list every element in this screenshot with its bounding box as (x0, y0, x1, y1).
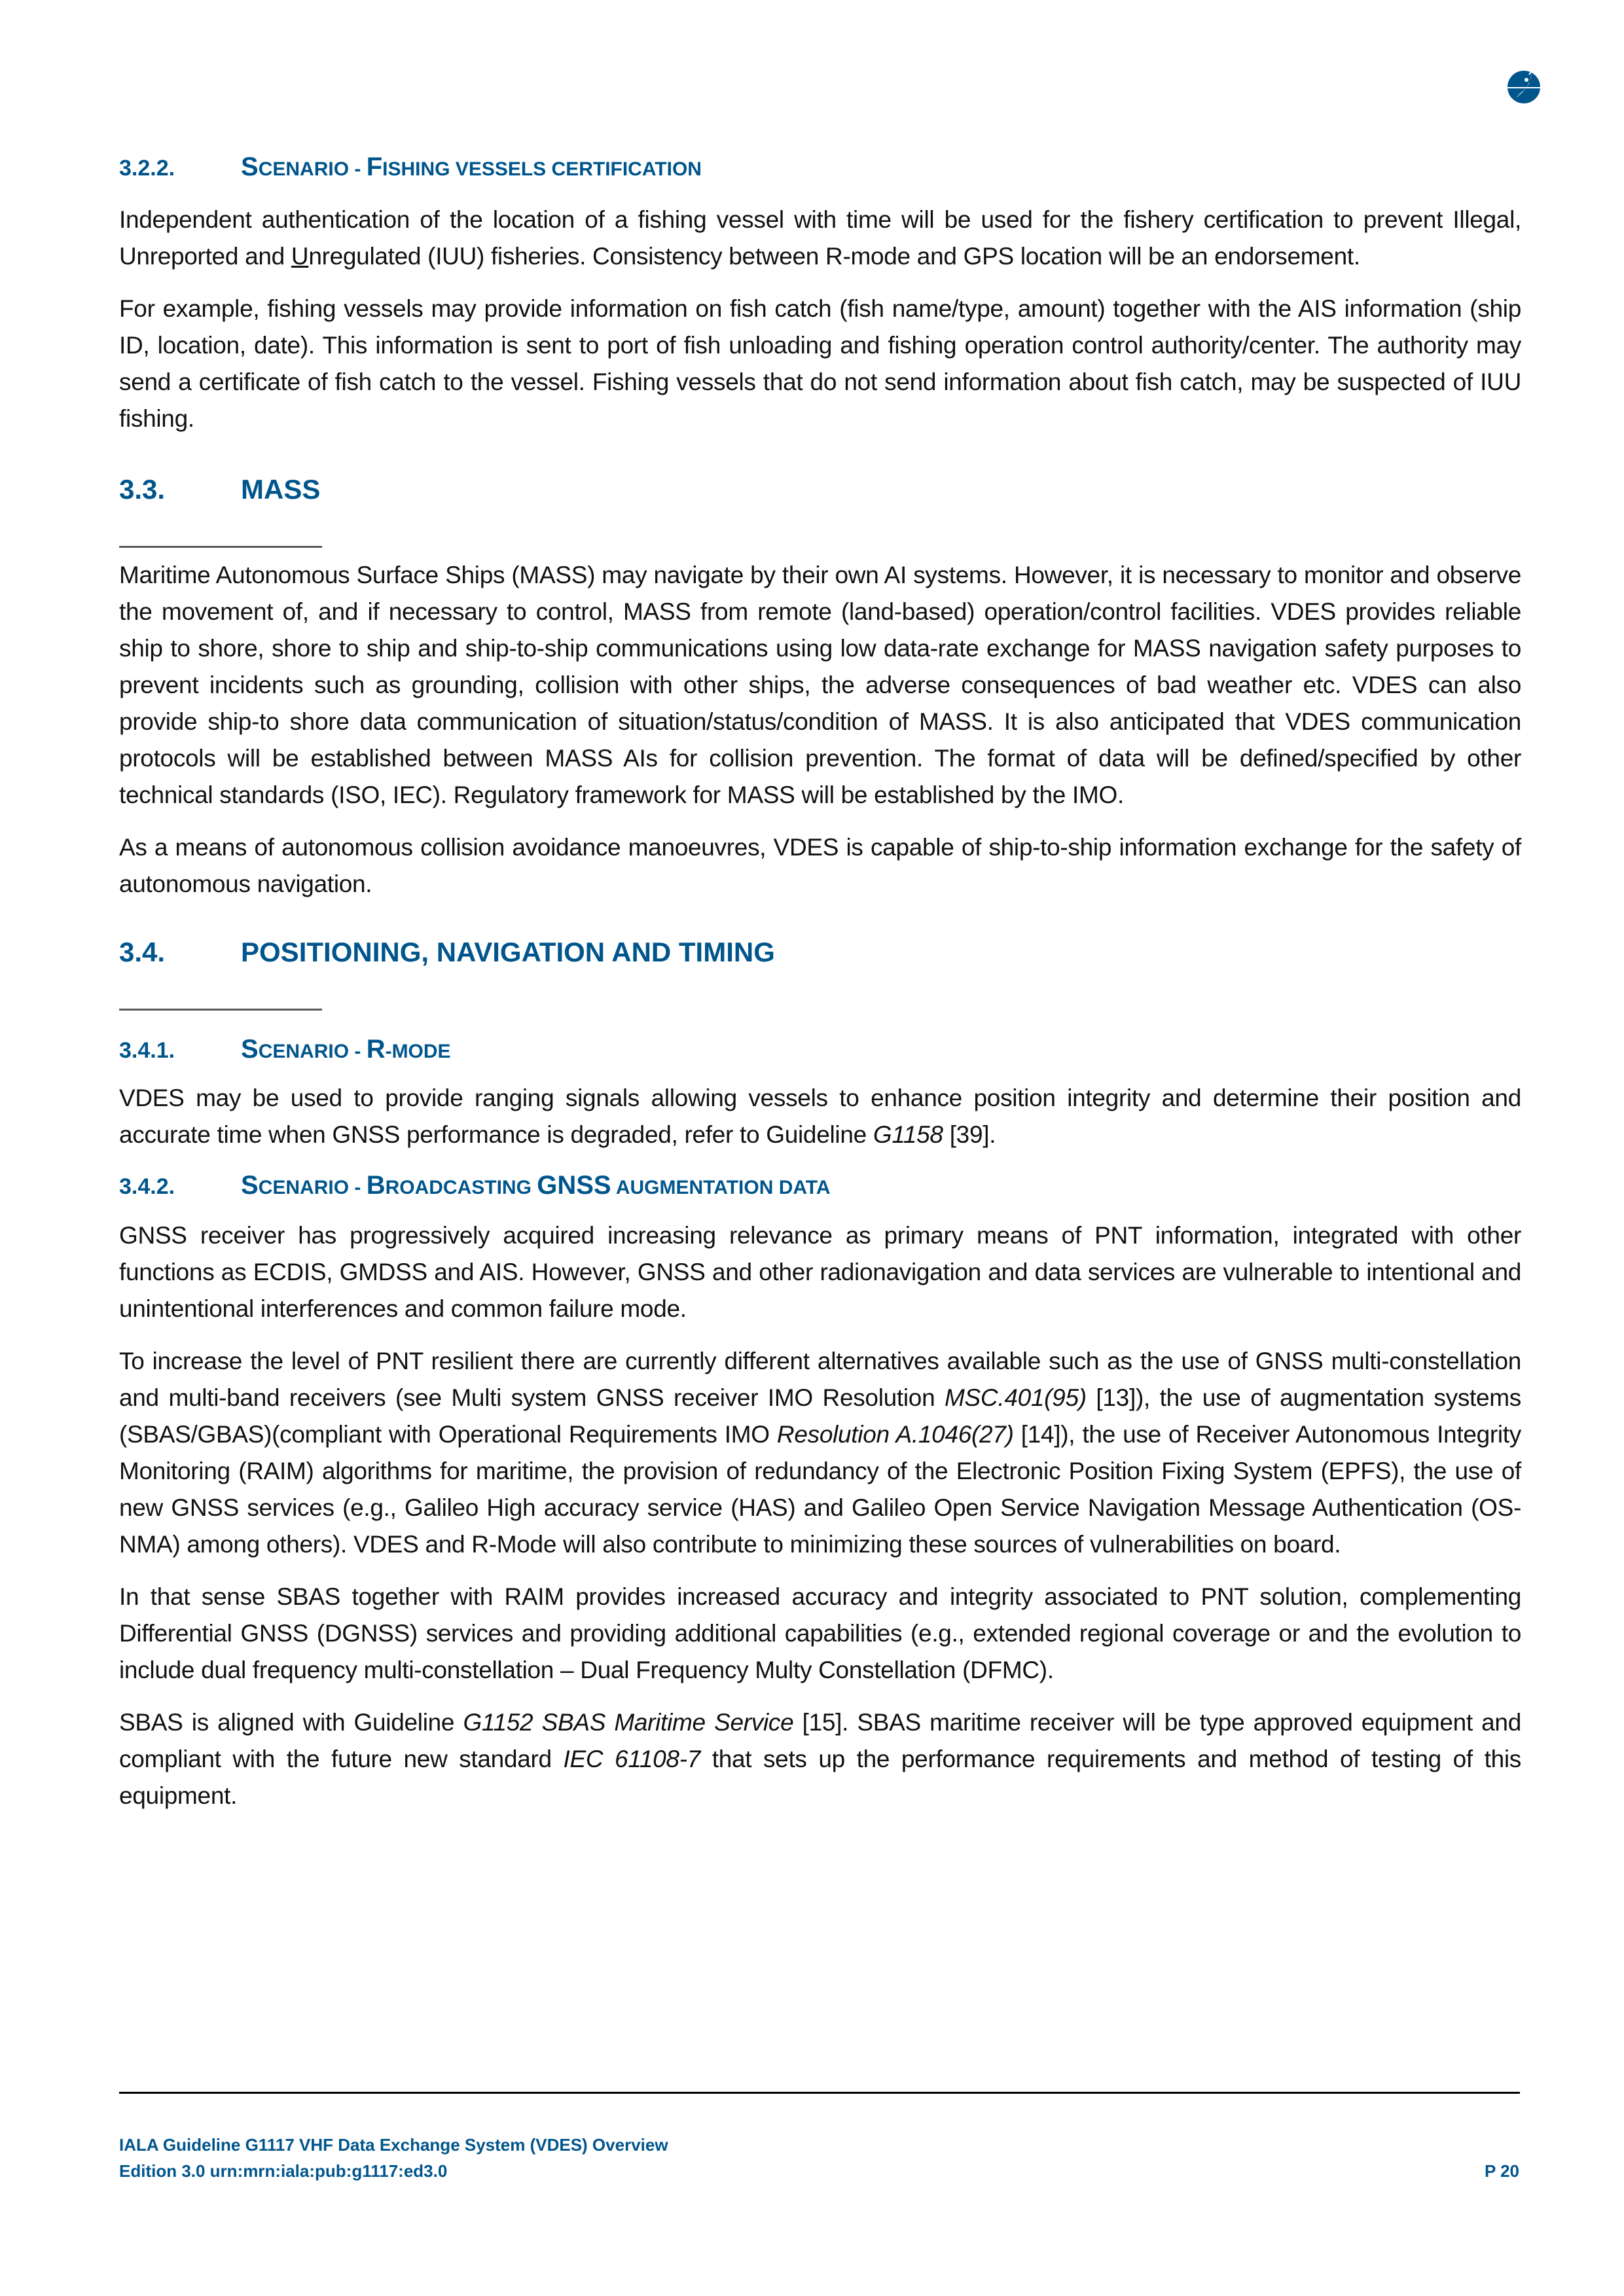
paragraph-mass-2: As a means of autonomous collision avoidance manoeuvres, VDES is capable of ship-to-ship information exchange for the safety of autonomous navigation. (119, 834, 1521, 897)
heading-3-3 (119, 471, 1521, 508)
heading-3-4 (119, 934, 1521, 971)
paragraph-gnss-2: To increase the level of PNT resilient there are currently different alternatives available such as the use of GNSS multi-constellation and multi-band receivers (see Multi system GNSS receiver IMO Resolution MSC.401(95) [13]), the use of augmentation systems (SBAS/GBAS)(compliant with Operational Requirements IMO Resolution A.1046(27) [14]), the use of Receiver Autonomous Integrity Monitoring (RAIM) algorithms for maritime, the provision of redundancy of the Electronic Position Fixing System (EPFS), the use of new GNSS services (e.g., Galileo High accuracy service (HAS) and Galileo Open Service Navigation Message Authentication (OS-NMA) among others). VDES and R-Mode will also contribute to minimizing these sources of vulnerabilities on board. (119, 1348, 1521, 1558)
paragraph-gnss-1: GNSS receiver has progressively acquired increasing relevance as primary means of PNT information, integrated with other functions as ECDIS, GMDSS and AIS. However, GNSS and other radionavigation and data services are vulnerable to intentional and unintentional interferences and common failure mode. (119, 1222, 1521, 1322)
heading-3-4-1: 3.4.1. SCENARIO - R-MODE (119, 1034, 1521, 1064)
heading-number: 3.4.2. (119, 1174, 175, 1199)
paragraph-fishing-2: For example, fishing vessels may provide information on fish catch (fish name/type, amount) together with the AIS information (ship ID, location, date). This information is sent to port of fish unloading and fishing operation control authority/center. The authority may send a certificate of fish catch to the vessel. Fishing vessels that do not send information about fish catch, may be suspected of IUU fishing. (119, 295, 1521, 432)
paragraph-fishing-1: Independent authentication of the location of a fishing vessel with time will be used for the fishery certification to prevent Illegal, Unreported and Unregulated (IUU) fisheries. Consistency between R-mode and GPS location will be an endorsement. (119, 206, 1521, 270)
main-content (119, 152, 1521, 1814)
heading-title: MASS (241, 474, 321, 505)
heading-number: 3.4. (119, 937, 166, 967)
iala-logo-icon (1504, 65, 1543, 105)
paragraph-rmode: VDES may be used to provide ranging signals allowing vessels to enhance position integrity and determine their position and accurate time when GNSS performance is degraded, refer to Guideline G1158 [39]. (119, 1085, 1521, 1148)
heading-number: 3.3. (119, 474, 166, 505)
paragraph-gnss-4: SBAS is aligned with Guideline G1152 SBAS Maritime Service [15]. SBAS maritime receiver will be type approved equipment and compliant with the future new standard IEC 61108-7 that sets up the performance requirements and method of testing of this equipment. (119, 1709, 1521, 1809)
footer-edition: Edition 3.0 urn:mrn:iala:pub:g1117:ed3.0 (119, 2161, 448, 2181)
page-number: P 20 (1484, 2161, 1519, 2181)
heading-title: POSITIONING, NAVIGATION AND TIMING (241, 937, 775, 967)
heading-number: 3.2.2. (119, 156, 175, 181)
footer-divider (119, 2092, 1520, 2094)
heading-number: 3.4.1. (119, 1038, 175, 1063)
footer-document-title: IALA Guideline G1117 VHF Data Exchange System (VDES) Overview (119, 2135, 668, 2155)
heading-3-2-2: 3.2.2. SCENARIO - FISHING VESSELS CERTIFICATION (119, 152, 1521, 182)
paragraph-gnss-3: In that sense SBAS together with RAIM provides increased accuracy and integrity associated to PNT solution, complementing Differential GNSS (DGNSS) services and providing additional capabilities (e.g., extended regional coverage or and the evolution to include dual frequency multi-constellation – Dual Frequency Multy Constellation (DFMC). (119, 1583, 1521, 1683)
heading-3-4-2: 3.4.2. SCENARIO - BROADCASTING GNSS AUGMENTATION DATA (119, 1170, 1521, 1200)
paragraph-mass-1: Maritime Autonomous Surface Ships (MASS) may navigate by their own AI systems. However, it is necessary to monitor and observe the movement of, and if necessary to control, MASS from remote (land-based) operation/control facilities. VDES provides reliable ship to shore, shore to ship and ship-to-ship communications using low data-rate exchange for MASS navigation safety purposes to prevent incidents such as grounding, collision with other ships, the adverse consequences of bad weather etc. VDES can also provide ship-to shore data communication of situation/status/condition of MASS. It is also anticipated that VDES communication protocols will be established between MASS AIs for collision prevention. The format of data will be defined/specified by other technical standards (ISO, IEC). Regulatory framework for MASS will be established by the IMO. (119, 562, 1521, 808)
